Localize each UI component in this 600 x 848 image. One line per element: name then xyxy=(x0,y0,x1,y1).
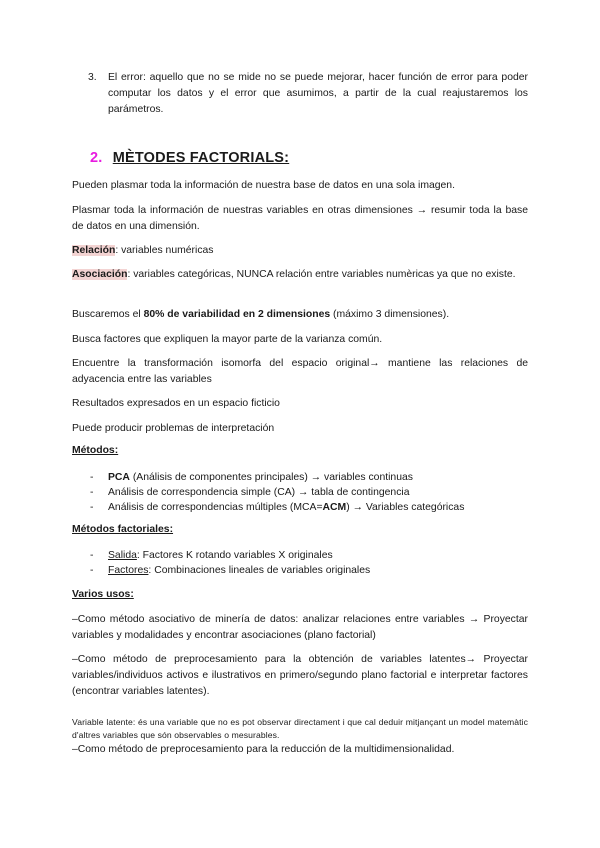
variabilidad-bold: 80% de variabilidad en 2 dimensiones xyxy=(143,309,331,320)
list-item-text: (Análisis de componentes principales) → variables continuas xyxy=(129,472,413,483)
acm-bold: ACM xyxy=(322,502,347,513)
paragraph-2: Plasmar toda la información de nuestras variables en otras dimensiones → resumir toda la base de datos en una dimensión. xyxy=(72,205,528,232)
section-number: 2. xyxy=(90,150,103,166)
pca-bold: PCA xyxy=(108,472,130,483)
dash-bullet: - xyxy=(90,565,94,576)
variable-latente-note: Variable latente: és una variable que no es pot observar directament i que cal deduir mitjançant un model matemàtic d'altres variables que són observables o mesurables. xyxy=(72,716,528,740)
list-item xyxy=(90,563,520,578)
dash-bullet: - xyxy=(90,550,94,561)
list-item xyxy=(90,500,520,515)
dash-bullet: - xyxy=(90,487,94,498)
paragraph-7: Encuentre la transformación isomorfa del espacio original→ mantiene las relaciones de adyacencia entre las variables xyxy=(72,358,528,385)
varios-usos-heading: Varios usos: xyxy=(72,589,134,600)
section-heading xyxy=(90,150,289,166)
list-item xyxy=(90,485,520,500)
paragraph-1: Pueden plasmar toda la información de nuestra base de datos en una sola imagen. xyxy=(72,180,455,191)
relacion-text: : variables numéricas xyxy=(115,245,214,256)
paragraph-variabilidad xyxy=(72,307,528,323)
metodos-factoriales-heading: Métodos factoriales: xyxy=(72,524,174,535)
list-item-text: : Combinaciones lineales de variables originales xyxy=(148,565,371,576)
uso-1: –Como método asociativo de minería de datos: analizar relaciones entre variables → Proyectar variables y modalidades y encontrar asociaciones (plano factorial) xyxy=(72,614,528,641)
list-item-text: : Factores K rotando variables X originales xyxy=(136,550,333,561)
list-item xyxy=(90,548,520,563)
asociacion-label: Asociación xyxy=(72,269,128,280)
relacion-label: Relación xyxy=(72,245,116,256)
dash-bullet: - xyxy=(90,472,94,483)
paragraph-6: Busca factores que expliquen la mayor parte de la varianza común. xyxy=(72,334,383,345)
list-item-text: El error: aquello que no se mide no se puede mejorar, hacer función de error para poder computar los datos y el error que asumimos, a partir de la cual reajustaremos los parámetros. xyxy=(108,72,528,115)
uso-3: –Como método de preprocesamiento para la reducción de la multidimensionalidad. xyxy=(72,744,455,755)
dash-bullet: - xyxy=(90,502,94,513)
uso-2: –Como método de preprocesamiento para la obtención de variables latentes→ Proyectar variables/individuos activos e ilustrativos en primero/segundo plano factorial e interpretar factores (encontrar variables latentes). xyxy=(72,654,528,697)
variabilidad-post: (máximo 3 dimensiones). xyxy=(330,309,450,320)
factores-label: Factores xyxy=(108,565,149,576)
salida-label: Salida xyxy=(108,550,137,561)
paragraph-9: Puede producir problemas de interpretación xyxy=(72,423,275,434)
asociacion-text: : variables categóricas, NUNCA relación entre variables numèricas ya que no existe. xyxy=(127,269,516,280)
metodos-factoriales-list xyxy=(90,548,520,578)
paragraph-8: Resultados expresados en un espacio ficticio xyxy=(72,398,280,409)
paragraph-relacion xyxy=(72,243,528,259)
list-item-text: Análisis de correspondencia simple (CA) → tabla de contingencia xyxy=(108,487,410,498)
list-item xyxy=(90,470,520,485)
section-title: MÈTODES FACTORIALS: xyxy=(112,150,290,166)
numbered-list-item-3 xyxy=(88,70,528,118)
list-item-text: ) → Variables categóricas xyxy=(346,502,465,513)
list-item-text: Análisis de correspondencias múltiples (MCA= xyxy=(108,502,323,513)
metodos-list xyxy=(90,470,520,515)
variabilidad-pre: Buscaremos el xyxy=(72,309,144,320)
metodos-heading: Métodos: xyxy=(72,445,119,456)
list-number: 3. xyxy=(88,72,97,83)
paragraph-asociacion xyxy=(72,267,528,283)
